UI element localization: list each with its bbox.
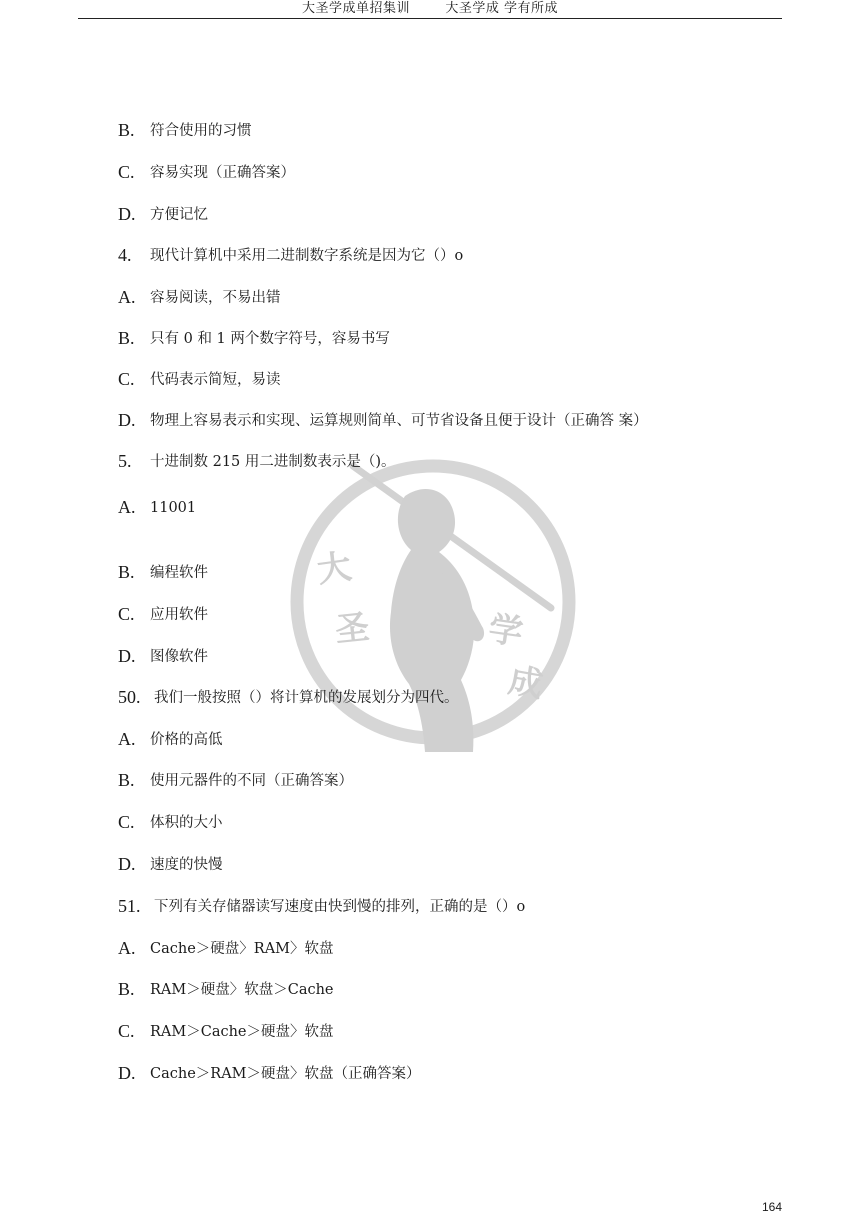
question-line <box>118 604 208 625</box>
line-text: 使用元器件的不同（正确答案） <box>150 773 353 789</box>
question-line <box>118 979 334 1000</box>
line-marker: B. <box>118 562 135 582</box>
watermark-char-3: 学 <box>486 608 526 654</box>
page-number: 164 <box>761 1200 782 1214</box>
line-marker: A. <box>118 729 136 749</box>
line-marker: A. <box>118 938 136 958</box>
header-left-title: 大圣学成单招集训 <box>302 1 411 16</box>
line-text: 价格的高低 <box>150 732 223 748</box>
line-marker: D. <box>118 854 136 874</box>
line-text: 速度的快慢 <box>150 857 223 873</box>
line-text: 只有 0 和 1 两个数字符号，容易书写 <box>150 331 390 347</box>
line-marker: D. <box>118 646 136 666</box>
line-text: 体积的大小 <box>150 815 223 831</box>
line-marker: A. <box>118 497 136 517</box>
line-text: RAM＞Cache＞硬盘〉软盘 <box>150 1024 334 1040</box>
question-line <box>118 245 463 266</box>
line-marker: B. <box>118 770 135 790</box>
question-line <box>118 328 390 349</box>
line-text: 容易实现（正确答案） <box>150 165 295 181</box>
line-marker: B. <box>118 979 135 999</box>
line-text: 11001 <box>150 500 197 516</box>
line-text: 容易阅读，不易出错 <box>150 290 281 306</box>
question-line <box>118 120 252 141</box>
line-text: 编程软件 <box>150 565 208 581</box>
line-marker: 4. <box>118 245 132 265</box>
watermark-char-1: 大 <box>314 546 354 592</box>
watermark-char-2: 圣 <box>333 607 372 651</box>
question-line <box>118 287 281 308</box>
line-marker: 50. <box>118 687 141 707</box>
line-marker: C. <box>118 1021 135 1041</box>
question-line <box>118 687 459 708</box>
question-line <box>118 1021 334 1042</box>
question-line <box>118 204 208 225</box>
line-marker: B. <box>118 120 135 140</box>
line-marker: 51. <box>118 896 141 916</box>
question-line <box>118 410 648 431</box>
page-header <box>78 0 782 19</box>
question-line <box>118 812 223 833</box>
header-right-slogan: 大圣学成 学有所成 <box>445 1 558 16</box>
line-marker: B. <box>118 328 135 348</box>
line-marker: C. <box>118 369 135 389</box>
question-line <box>118 1063 421 1084</box>
question-line <box>118 451 396 472</box>
line-text: 方便记忆 <box>150 207 208 223</box>
line-marker: D. <box>118 410 136 430</box>
line-text: 十进制数 215 用二进制数表示是（)。 <box>150 454 396 470</box>
question-line <box>118 729 223 750</box>
line-marker: 5. <box>118 451 132 471</box>
line-text: 应用软件 <box>150 607 208 623</box>
line-marker: C. <box>118 604 135 624</box>
line-text: RAM＞硬盘〉软盘＞Cache <box>150 982 334 998</box>
question-line <box>118 369 281 390</box>
line-text: 代码表示简短，易读 <box>150 372 281 388</box>
question-line <box>118 162 295 183</box>
line-text: Cache＞RAM＞硬盘〉软盘（正确答案） <box>150 1066 421 1082</box>
question-line <box>118 770 353 791</box>
line-text: Cache＞硬盘〉RAM〉软盘 <box>150 941 334 957</box>
line-text: 物理上容易表示和实现、运算规则简单、可节省设备且便于设计（正确答 案） <box>150 413 648 429</box>
line-text: 现代计算机中采用二进制数字系统是因为它（）o <box>150 248 464 264</box>
question-line <box>118 646 208 667</box>
line-marker: C. <box>118 812 135 832</box>
question-line <box>118 896 525 917</box>
question-line <box>118 854 223 875</box>
question-line <box>118 562 208 583</box>
line-text: 图像软件 <box>150 649 208 665</box>
line-marker: D. <box>118 1063 136 1083</box>
line-marker: A. <box>118 287 136 307</box>
line-marker: D. <box>118 204 136 224</box>
line-text: 符合使用的习惯 <box>150 123 252 139</box>
question-line <box>118 497 196 518</box>
question-line <box>118 938 334 959</box>
watermark-char-4: 成 <box>505 660 546 706</box>
line-text: 我们一般按照（）将计算机的发展划分为四代。 <box>154 690 459 706</box>
line-text: 下列有关存储器读写速度由快到慢的排列，正确的是（）o <box>154 899 526 915</box>
line-marker: C. <box>118 162 135 182</box>
